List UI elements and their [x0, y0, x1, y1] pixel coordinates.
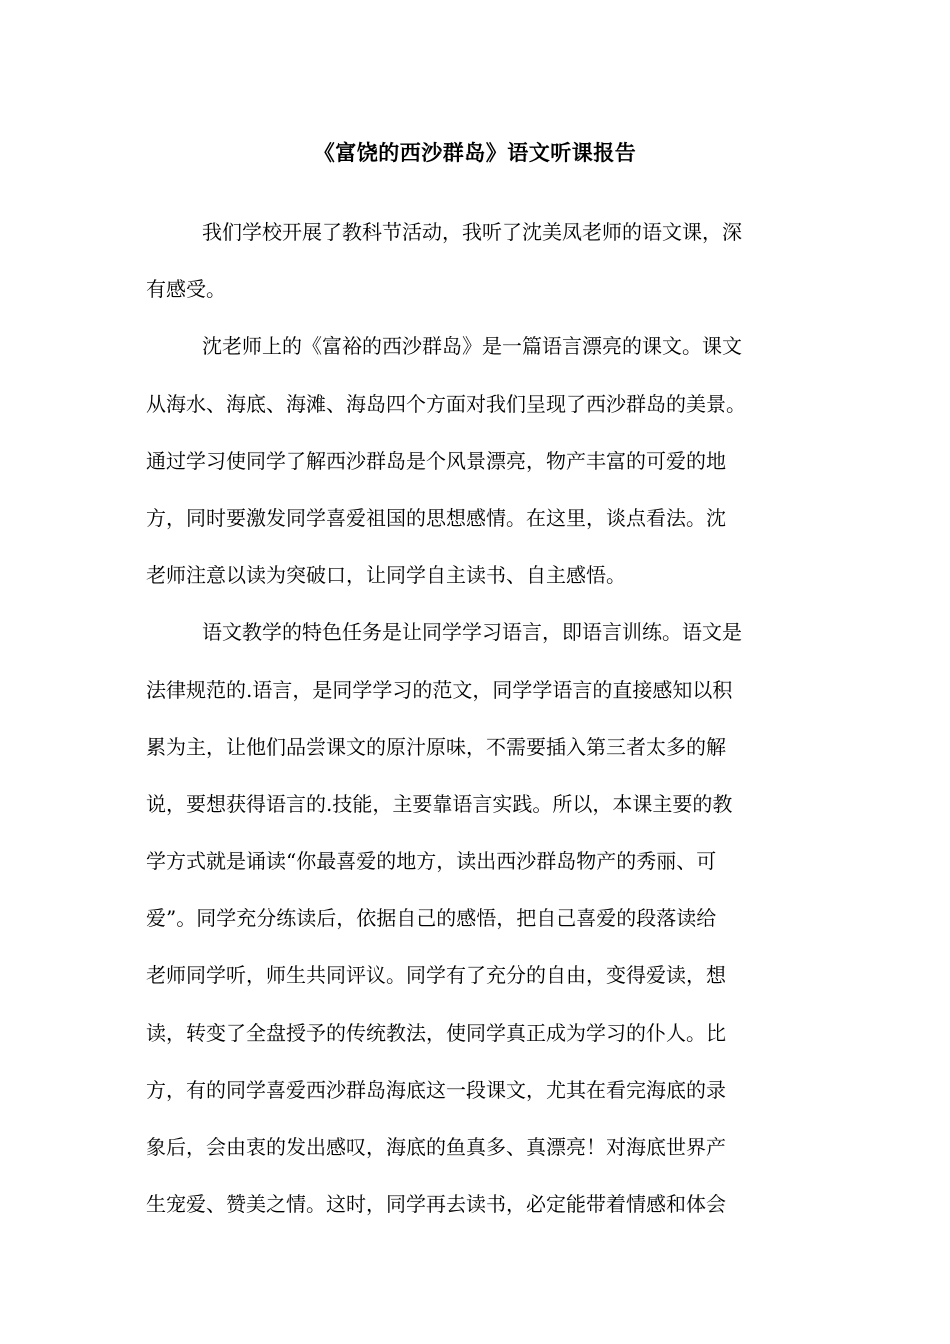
- text-line: 方，同时要激发同学喜爱祖国的思想感情。在这里，谈点看法。沈: [146, 505, 726, 530]
- text-line: 沈老师上的《富裕的西沙群岛》是一篇语言漂亮的课文。课文: [202, 334, 742, 359]
- text-line: 法律规范的.语言，是同学学习的范文，同学学语言的直接感知以积: [146, 677, 733, 702]
- text-line: 我们学校开展了教科节活动，我听了沈美凤老师的语文课，深: [202, 220, 742, 244]
- text-line: 老师注意以读为突破口，让同学自主读书、自主感悟。: [146, 563, 626, 588]
- text-line: 有感受。: [146, 277, 226, 302]
- text-line: 通过学习使同学了解西沙群岛是个风景漂亮，物产丰富的可爱的地: [146, 448, 726, 473]
- text-line: 读，转变了全盘授予的传统教法，使同学真正成为学习的仆人。比: [146, 1020, 726, 1045]
- text-line: 语文教学的特色任务是让同学学习语言，即语言训练。语文是: [202, 620, 742, 645]
- text-line: 象后，会由衷的发出感叹，海底的鱼真多、真漂亮！对海底世界产: [146, 1135, 726, 1159]
- text-line: 方，有的同学喜爱西沙群岛海底这一段课文，尤其在看完海底的录: [146, 1077, 726, 1102]
- text-line: 说，要想获得语言的.技能，主要靠语言实践。所以，本课主要的教: [146, 791, 733, 816]
- text-line: 生宠爱、赞美之情。这时，同学再去读书，必定能带着情感和体会: [146, 1192, 726, 1217]
- text-line: 累为主，让他们品尝课文的原汁原味，不需要插入第三者太多的解: [146, 734, 726, 759]
- text-line: 老师同学听，师生共同评议。同学有了充分的自由，变得爱读，想: [146, 963, 726, 988]
- text-line: 学方式就是诵读“你最喜爱的地方，读出西沙群岛物产的秀丽、可: [146, 849, 717, 874]
- text-line: 爱”。同学充分练读后，依据自己的感悟，把自己喜爱的段落读给: [146, 906, 717, 931]
- text-line: 从海水、海底、海滩、海岛四个方面对我们呈现了西沙群岛的美景。: [146, 391, 746, 416]
- document-title: 《富饶的西沙群岛》语文听课报告: [313, 140, 637, 165]
- document-body: [146, 204, 816, 1233]
